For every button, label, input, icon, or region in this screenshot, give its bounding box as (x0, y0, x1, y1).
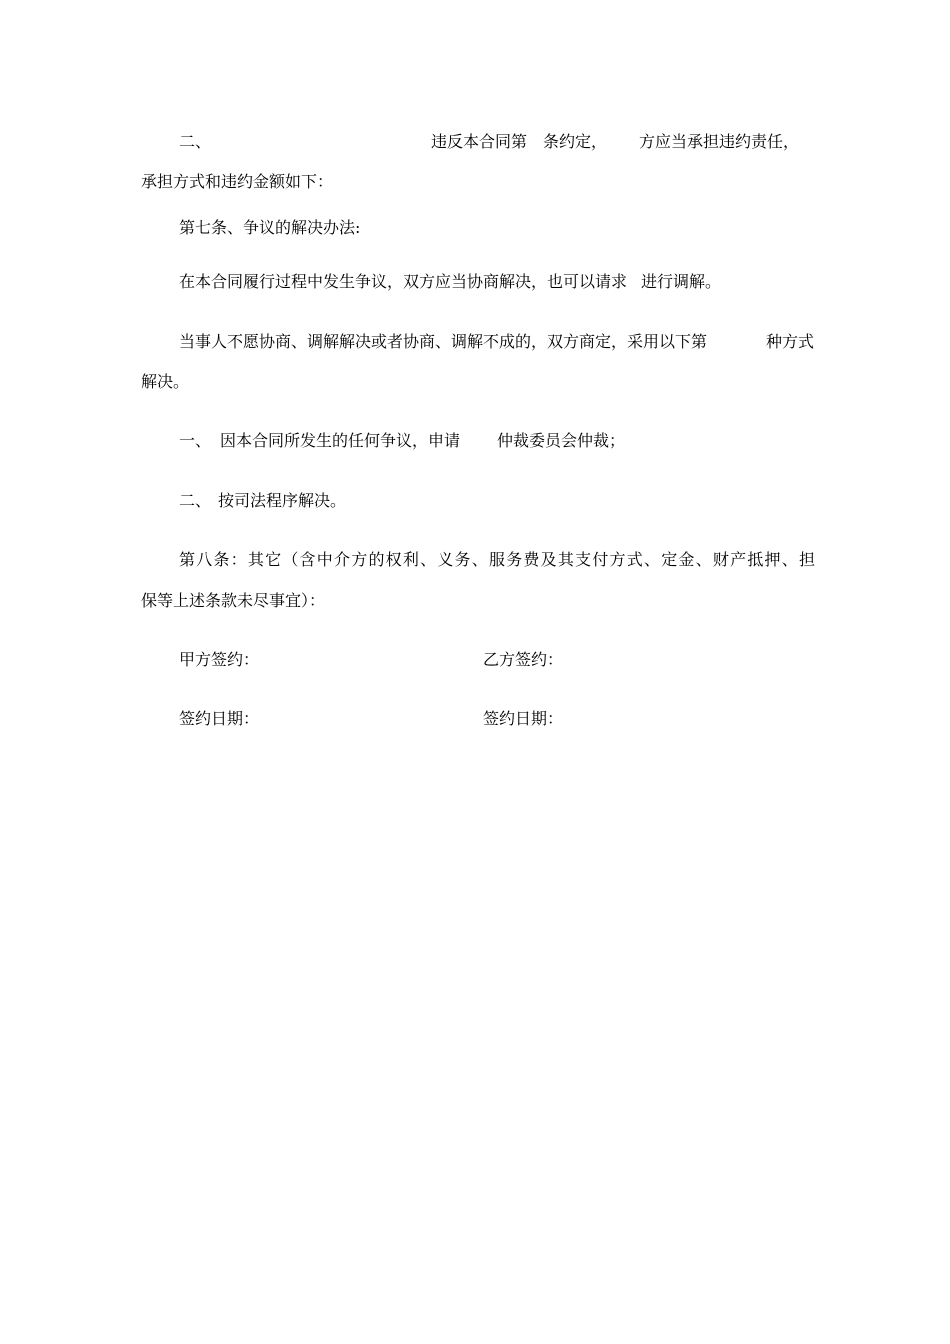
option-1-text-a: 因本合同所发生的任何争议，申请 (220, 431, 461, 450)
clause-2-number: 二、 (179, 132, 212, 151)
option-2-number: 二、 (179, 491, 212, 510)
clause-2-line-1 (0, 132, 950, 152)
article-7-para-2-b: 种方式 (766, 332, 815, 351)
party-b-date-label: 签约日期： (483, 709, 564, 728)
article-8-line-2: 保等上述条款未尽事宜）： (141, 591, 326, 610)
article-7-para-2-line-1 (0, 332, 950, 352)
clause-2-text-b: 条约定， (543, 132, 608, 151)
article-7-para-1-a: 在本合同履行过程中发生争议，双方应当协商解决，也可以请求 (179, 272, 628, 291)
option-1-number: 一、 (179, 431, 212, 450)
clause-2-text-a: 违反本合同第 (431, 132, 528, 151)
article-7-para-2-line-2: 解决。 (141, 372, 190, 391)
party-a-signature-label: 甲方签约： (179, 650, 260, 669)
article-7-para-2-a: 当事人不愿协商、调解解决或者协商、调解不成的，双方商定，采用以下第 (179, 332, 708, 351)
option-2-text: 按司法程序解决。 (218, 491, 347, 510)
clause-2-line-2: 承担方式和违约金额如下： (141, 172, 334, 191)
article-8-line-1: 第八条：其它（含中介方的权利、义务、服务费及其支付方式、定金、财产抵押、担 (179, 550, 815, 569)
option-2 (0, 491, 950, 511)
article-7-heading: 第七条、争议的解决办法: (179, 218, 361, 237)
party-b-signature-label: 乙方签约： (483, 650, 564, 669)
option-1-text-b: 仲裁委员会仲裁； (497, 431, 626, 450)
article-7-para-1-b: 进行调解。 (641, 272, 722, 291)
article-7-para-1 (0, 272, 950, 292)
option-1 (0, 431, 950, 451)
clause-2-text-c: 方应当承担违约责任， (639, 132, 800, 151)
party-a-date-label: 签约日期： (179, 709, 260, 728)
